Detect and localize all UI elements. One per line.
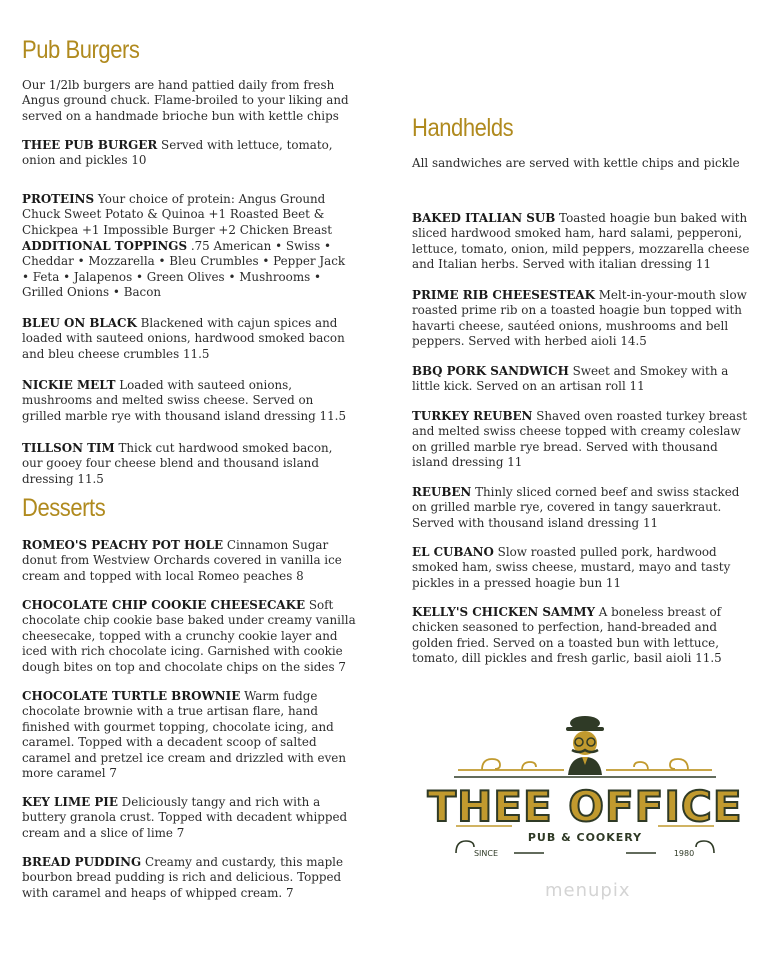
item-name: PROTEINS xyxy=(22,192,95,206)
menu-item xyxy=(412,605,754,667)
logo-tagline: PUB & COOKERY xyxy=(527,831,643,844)
menu-item xyxy=(22,192,342,238)
menupix-watermark: menupix xyxy=(545,880,631,901)
handhelds-intro: All sandwiches are served with kettle chips and pickle xyxy=(412,156,740,170)
menu-item xyxy=(412,288,754,350)
item-desc: A boneless breast of chicken seasoned to perfection, hand-breaded and golden fried. Served on a toasted bun with lettuce, tomato, dill pickles and fresh garlic, basil aioli 11.5 xyxy=(412,605,722,666)
item-desc: Shaved oven roasted turkey breast and melted swiss cheese topped with creamy coleslaw on grilled marble rye bread. Served with thousand island dressing 11 xyxy=(412,409,747,470)
item-name: CHOCOLATE TURTLE BROWNIE xyxy=(22,689,241,703)
item-desc: .75 American • Swiss • Cheddar • Mozzarella • Bleu Crumbles • Pepper Jack • Feta • Jalapenos • Green Olives • Mushrooms • Grilled Onions • Bacon xyxy=(22,239,346,300)
menu-item xyxy=(22,538,348,584)
logo-year: 1980 xyxy=(673,849,695,858)
item-desc: Soft chocolate chip cookie base baked under creamy vanilla cheesecake, topped with a crunchy cookie layer and iced with rich chocolate icing. Garnished with cookie dough bites on top and chocolate chips on the sides 7 xyxy=(22,598,356,674)
item-desc: Thick cut hardwood smoked bacon, our gooey four cheese blend and thousand island dressing 11.5 xyxy=(22,441,333,486)
item-desc: Cinnamon Sugar donut from Westview Orchards covered in vanilla ice cream and topped with local Romeo peaches 8 xyxy=(22,538,342,583)
item-desc: Loaded with sauteed onions, mushrooms and melted swiss cheese. Served on grilled marble rye with thousand island dressing 11.5 xyxy=(22,378,347,423)
item-name: ADDITIONAL TOPPINGS xyxy=(22,239,188,253)
item-name: TILLSON TIM xyxy=(22,441,115,455)
logo-wordmark: THEE OFFICE xyxy=(427,782,743,831)
menu-item xyxy=(412,409,754,471)
item-desc: Creamy and custardy, this maple bourbon bread pudding is rich and delicious. Topped with caramel and heaps of whipped cream. 7 xyxy=(22,855,344,900)
item-desc: Warm fudge chocolate brownie with a true artisan flare, hand finished with gourmet topping, chocolate icing, and caramel. Topped with a decadent scoop of salted caramel and pretzel ice cream and drizzled with even more caramel 7 xyxy=(22,689,346,781)
item-name: BREAD PUDDING xyxy=(22,855,142,869)
item-name: KEY LIME PIE xyxy=(22,795,118,809)
item-name: EL CUBANO xyxy=(412,545,494,559)
mascot-icon xyxy=(566,716,604,775)
menu-item xyxy=(412,545,742,591)
item-name: TURKEY REUBEN xyxy=(412,409,533,423)
menu-item xyxy=(412,364,742,395)
item-desc: Your choice of protein: Angus Ground Chuck Sweet Potato & Quinoa +1 Roasted Beet & Chickpea +1 Impossible Burger +2 Chicken Breast xyxy=(22,192,333,237)
logo-since: SINCE xyxy=(473,849,499,858)
menu-item xyxy=(22,239,348,301)
item-name: CHOCOLATE CHIP COOKIE CHEESECAKE xyxy=(22,598,306,612)
menu-item xyxy=(22,441,352,487)
menu-item xyxy=(412,211,754,273)
desserts-heading: Desserts xyxy=(22,494,106,522)
pub-burgers-heading: Pub Burgers xyxy=(22,36,140,64)
item-desc: Thinly sliced corned beef and swiss stacked on grilled marble rye, covered in tangy sauerkraut. Served with thousand island dressing 11 xyxy=(412,485,740,530)
item-name: THEE PUB BURGER xyxy=(22,138,158,152)
item-name: BAKED ITALIAN SUB xyxy=(412,211,556,225)
item-desc: Toasted hoagie bun baked with sliced hardwood smoked ham, hard salami, pepperoni, lettuce, tomato, onion, mild peppers, mozzarella cheese and Italian herbs. Served with italian dressing 11 xyxy=(412,211,750,272)
menu-item xyxy=(22,598,366,675)
item-desc: Deliciously tangy and rich with a buttery granola crust. Topped with decadent whipped cream and a slice of lime 7 xyxy=(22,795,348,840)
menu-item xyxy=(22,138,342,169)
item-desc: Slow roasted pulled pork, hardwood smoked ham, swiss cheese, mustard, mayo and tasty pickles in a pressed hoagie bun 11 xyxy=(412,545,731,590)
item-name: NICKIE MELT xyxy=(22,378,116,392)
menu-item xyxy=(22,795,348,841)
menu-item xyxy=(22,316,348,362)
thee-office-logo xyxy=(427,713,743,863)
item-desc: Sweet and Smokey with a little kick. Served on an artisan roll 11 xyxy=(412,364,729,394)
item-desc: Served with lettuce, tomato, onion and pickles 10 xyxy=(22,138,333,168)
item-desc: Melt-in-your-mouth slow roasted prime rib on a toasted hoagie bun topped with havarti cheese, sautéed onions, mushrooms and bell peppers. Served with herbed aioli 14.5 xyxy=(412,288,747,349)
menu-item xyxy=(22,855,348,901)
menu-item xyxy=(412,485,754,531)
item-name: BLEU ON BLACK xyxy=(22,316,137,330)
menu-item xyxy=(22,689,348,781)
item-desc: Blackened with cajun spices and loaded with sauteed onions, hardwood smoked bacon and bleu cheese crumbles 11.5 xyxy=(22,316,345,361)
item-name: ROMEO'S PEACHY POT HOLE xyxy=(22,538,224,552)
pub-burgers-intro: Our 1/2lb burgers are hand pattied daily from fresh Angus ground chuck. Flame-broiled to your liking and served on a handmade brioche bun with kettle chips xyxy=(22,78,349,123)
item-name: REUBEN xyxy=(412,485,472,499)
item-name: KELLY'S CHICKEN SAMMY xyxy=(412,605,595,619)
item-name: PRIME RIB CHEESESTEAK xyxy=(412,288,595,302)
menu-item xyxy=(22,378,348,424)
handhelds-heading: Handhelds xyxy=(412,114,514,142)
item-name: BBQ PORK SANDWICH xyxy=(412,364,569,378)
